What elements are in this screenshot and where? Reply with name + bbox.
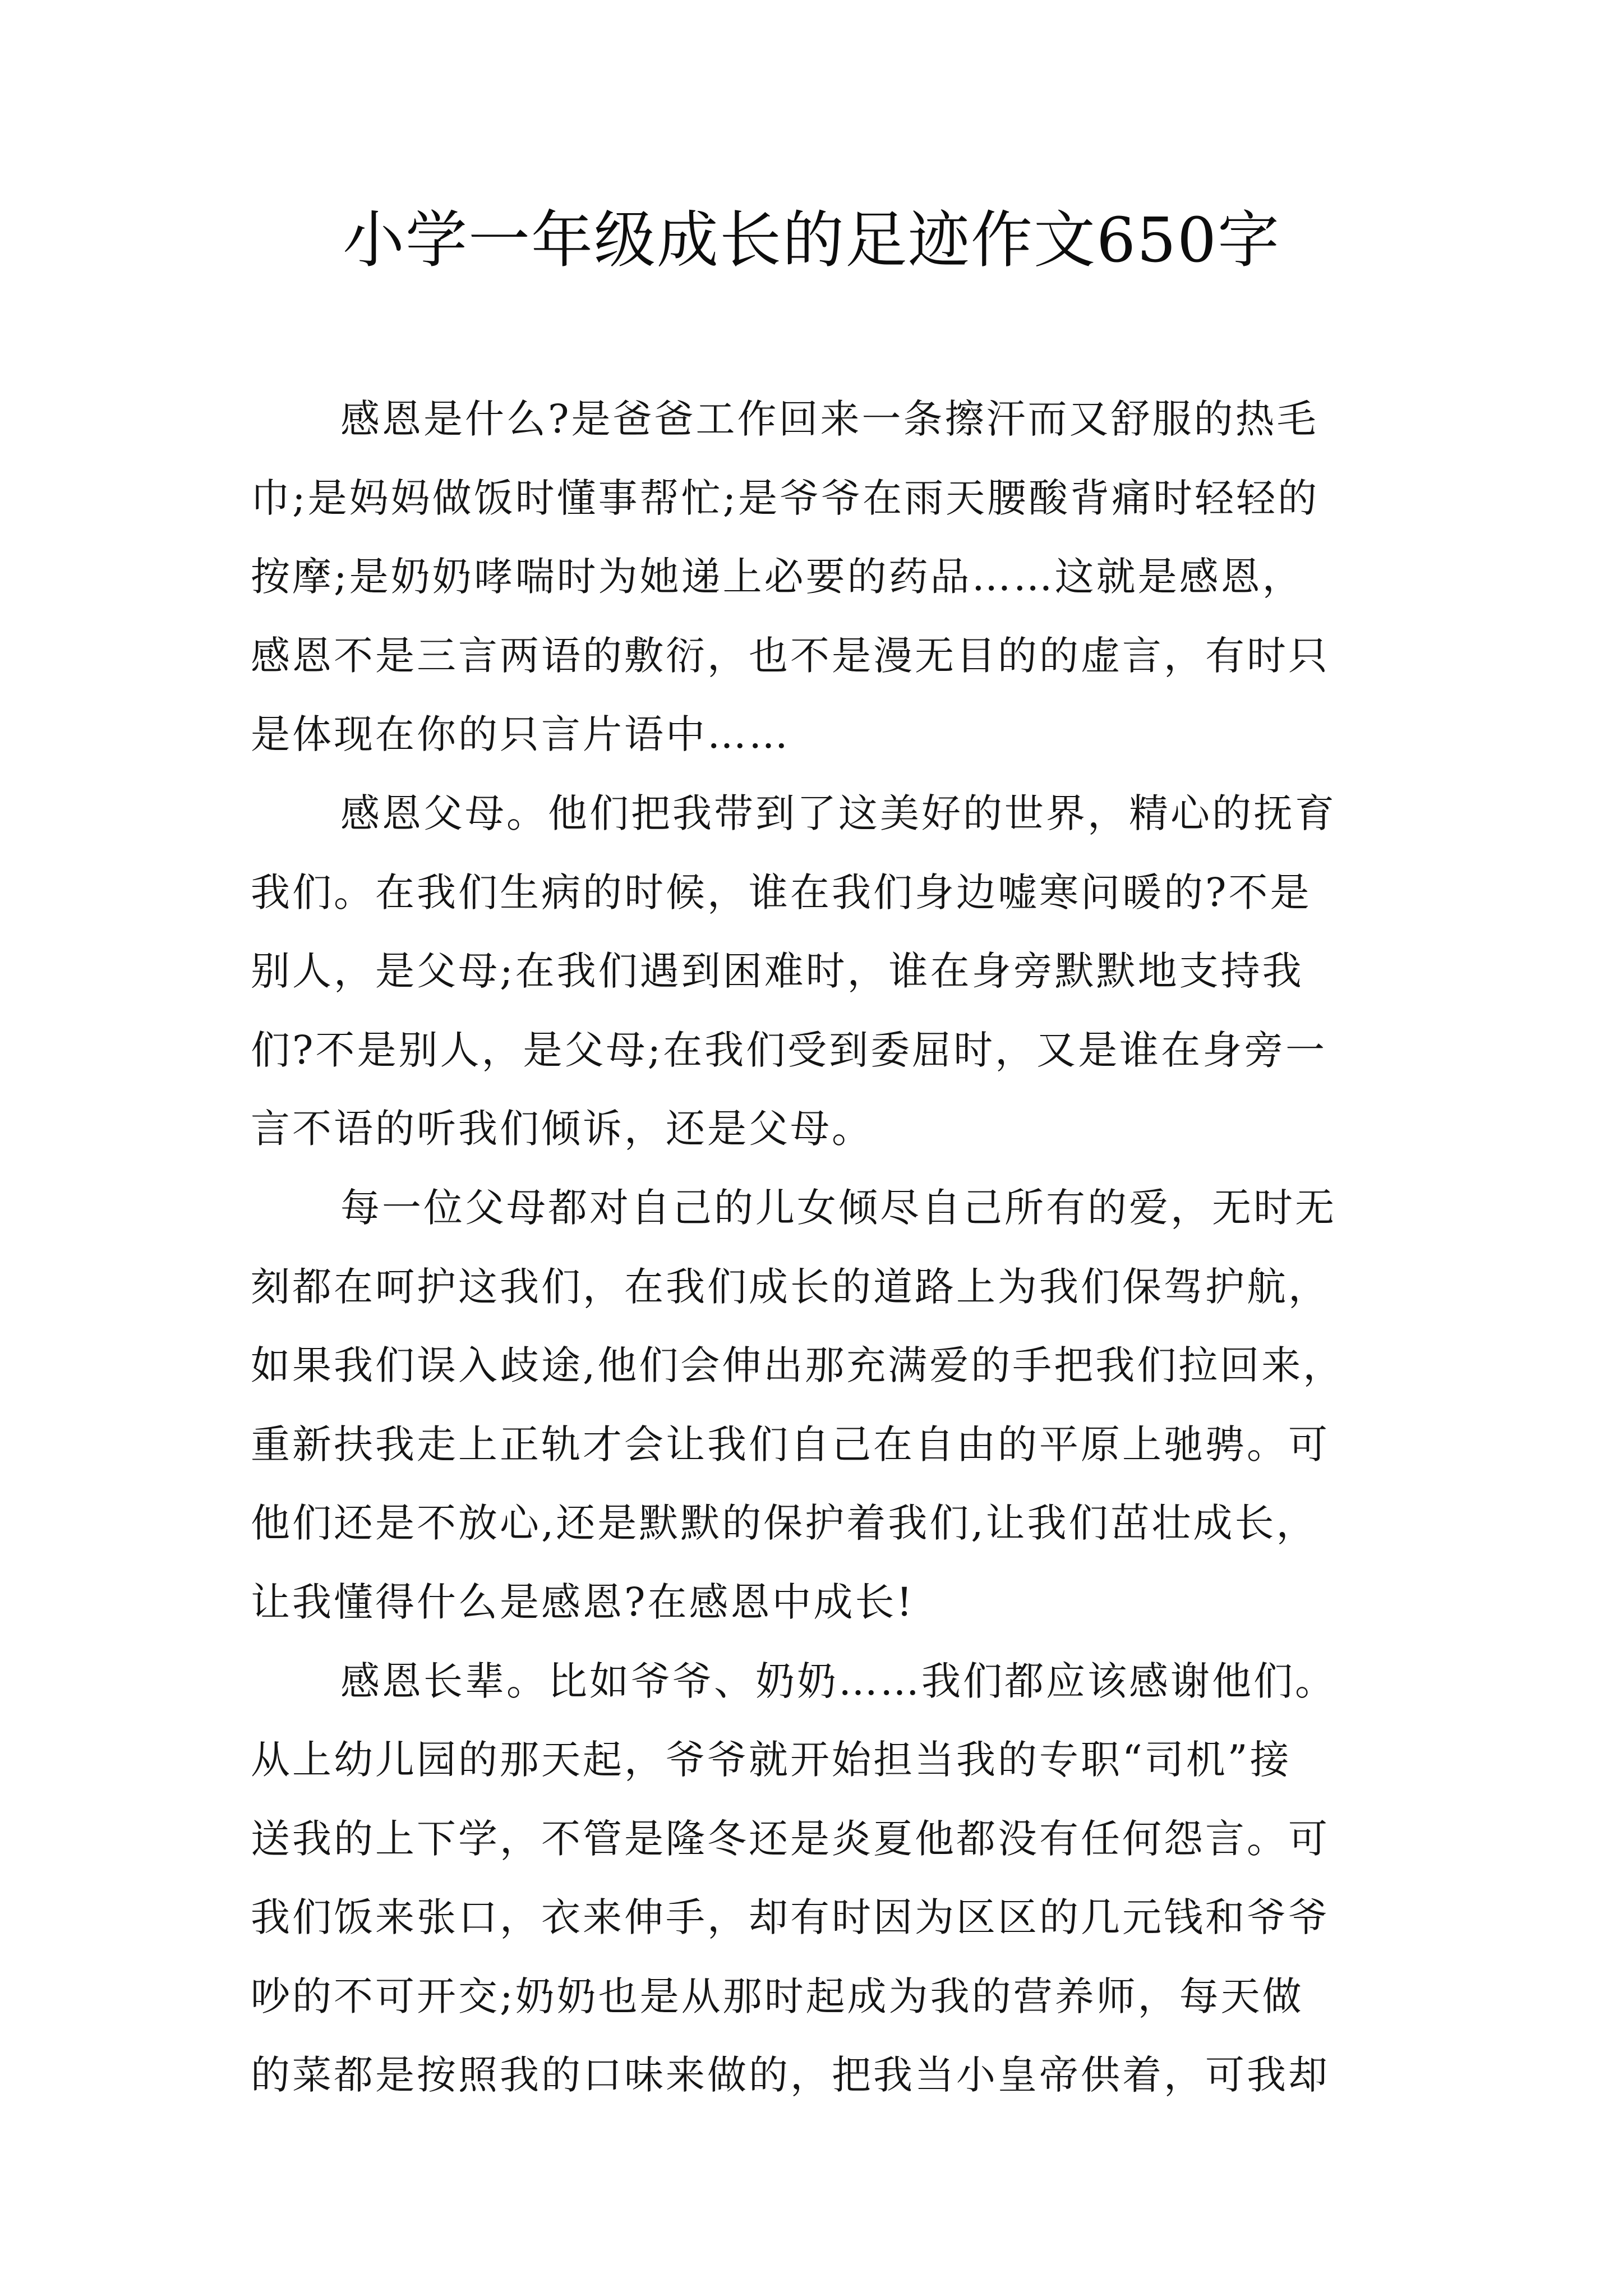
- paragraph-first-line: 感恩是什么?是爸爸工作回来一条擦汗而又舒服的热毛: [340, 396, 1318, 442]
- text-line: 们?不是别人，是父母;在我们受到委屈时，又是谁在身旁一: [251, 1027, 1327, 1073]
- text-line: 我们饭来张口，衣来伸手，却有时因为区区的几元钱和爷爷: [251, 1894, 1330, 1941]
- text-line: 让我懂得什么是感恩?在感恩中成长!: [251, 1579, 915, 1625]
- text-line: 感恩不是三言两语的敷衍，也不是漫无目的的虚言，有时只: [251, 632, 1330, 679]
- text-line: 巾;是妈妈做饭时懂事帮忙;是爷爷在雨天腰酸背痛时轻轻的: [251, 475, 1320, 521]
- text-line: 他们还是不放心,还是默默的保护着我们,让我们茁壮成长，: [251, 1500, 1318, 1547]
- text-line: 言不语的听我们倾诉，还是父母。: [251, 1106, 873, 1152]
- text-line: 按摩;是奶奶哮喘时为她递上必要的药品……这就是感恩，: [251, 554, 1304, 600]
- text-line: 吵的不可开交;奶奶也是从那时起成为我的营养师，每天做: [251, 1973, 1304, 2019]
- text-line: 如果我们误入歧途,他们会伸出那充满爱的手把我们拉回来，: [251, 1342, 1345, 1389]
- text-line: 我们。在我们生病的时候，谁在我们身边嘘寒问暖的?不是: [251, 869, 1312, 915]
- document-title: 小学一年级成长的足迹作文650字: [343, 204, 1280, 276]
- text-line: 重新扶我走上正轨才会让我们自己在自由的平原上驰骋。可: [251, 1421, 1330, 1467]
- paragraph-first-line: 感恩长辈。比如爷爷、奶奶……我们都应该感谢他们。: [340, 1658, 1336, 1704]
- paragraph-first-line: 每一位父母都对自己的儿女倾尽自己所有的爱，无时无: [340, 1184, 1336, 1231]
- paragraph-first-line: 感恩父母。他们把我带到了这美好的世界，精心的抚育: [340, 790, 1336, 836]
- text-line: 别人，是父母;在我们遇到困难时，谁在身旁默默地支持我: [251, 948, 1304, 995]
- text-line: 送我的上下学，不管是隆冬还是炎夏他都没有任何怨言。可: [251, 1815, 1330, 1862]
- text-line: 从上幼儿园的那天起，爷爷就开始担当我的专职“司机”接: [251, 1737, 1292, 1783]
- text-line: 的菜都是按照我的口味来做的，把我当小皇帝供着，可我却: [251, 2052, 1330, 2099]
- text-line: 刻都在呵护这我们，在我们成长的道路上为我们保驾护航，: [251, 1263, 1330, 1310]
- document-body: [251, 380, 1389, 2115]
- text-line: 是体现在你的只言片语中……: [251, 711, 790, 758]
